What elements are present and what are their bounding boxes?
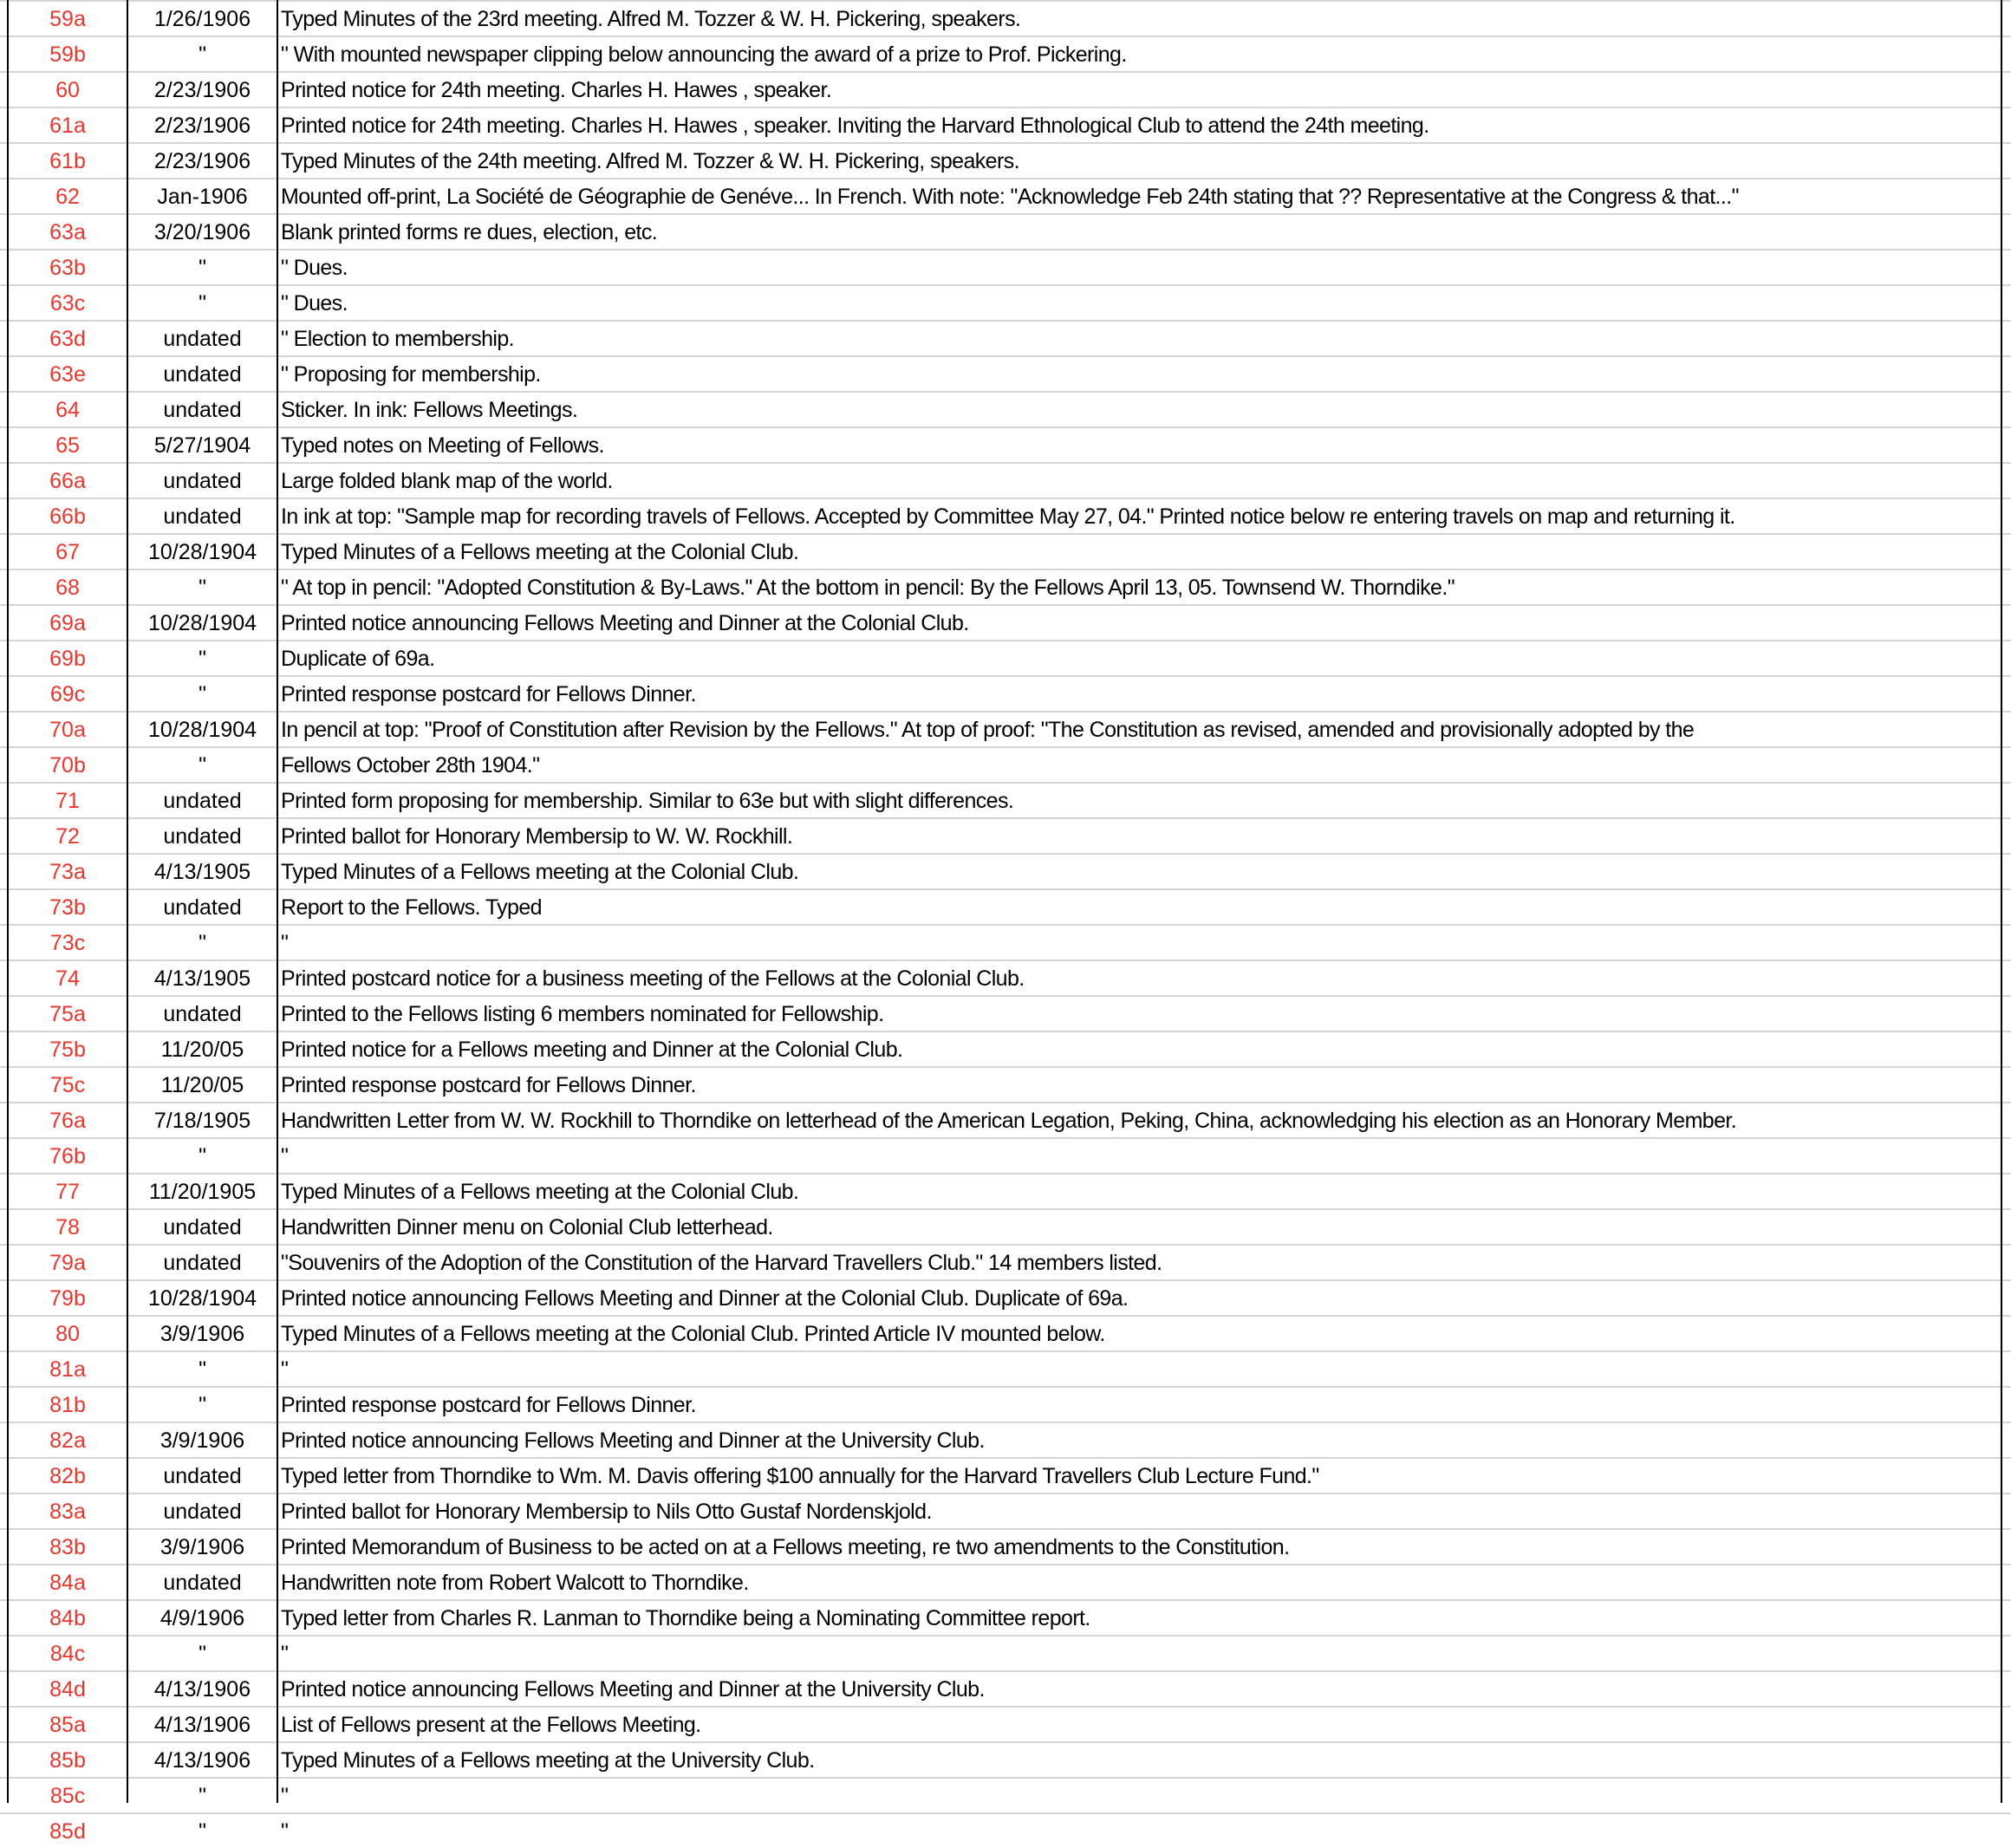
date-cell[interactable]: 10/28/1904 <box>127 534 277 569</box>
item-id-cell[interactable]: 81b <box>8 1387 127 1422</box>
table-row[interactable] <box>0 996 2011 1031</box>
item-id-cell[interactable]: 70b <box>8 747 127 783</box>
row-tail-cell <box>2005 143 2011 179</box>
description-cell[interactable]: Report to the Fellows. Typed <box>277 889 2005 925</box>
item-id-cell[interactable]: 79a <box>8 1245 127 1280</box>
table-row[interactable] <box>0 1742 2011 1778</box>
date-cell[interactable]: " <box>127 1351 277 1387</box>
description-cell[interactable]: " <box>277 925 2005 960</box>
row-tail-cell <box>2005 1458 2011 1493</box>
description-cell[interactable]: Handwritten note from Robert Walcott to Thorndike. <box>277 1565 2005 1600</box>
table-row[interactable] <box>0 1 2011 36</box>
description-cell[interactable]: In pencil at top: "Proof of Constitution after Revision by the Fellows." At top of proof: "The Constitution as revised, amended and provisionally adopted by the <box>277 712 2005 747</box>
item-id-cell[interactable]: 68 <box>8 569 127 605</box>
date-cell[interactable]: " <box>127 1138 277 1174</box>
row-tail-cell <box>2005 498 2011 534</box>
table-row[interactable] <box>0 1600 2011 1636</box>
item-id-cell[interactable]: 61b <box>8 143 127 179</box>
table-row[interactable] <box>0 107 2011 143</box>
table-row[interactable] <box>0 712 2011 747</box>
row-tail-cell <box>2005 214 2011 250</box>
date-cell[interactable]: 2/23/1906 <box>127 107 277 143</box>
table-row[interactable] <box>0 1671 2011 1707</box>
item-id-cell[interactable]: 77 <box>8 1174 127 1209</box>
description-cell[interactable]: Fellows October 28th 1904." <box>277 747 2005 783</box>
item-id-cell[interactable]: 85c <box>8 1778 127 1813</box>
date-cell[interactable]: 4/13/1905 <box>127 854 277 889</box>
table-row[interactable] <box>0 1031 2011 1067</box>
date-cell[interactable]: 4/13/1906 <box>127 1742 277 1778</box>
table-row[interactable] <box>0 1565 2011 1600</box>
item-id-cell[interactable]: 63d <box>8 321 127 356</box>
item-id-cell[interactable]: 78 <box>8 1209 127 1245</box>
description-cell[interactable]: Sticker. In ink: Fellows Meetings. <box>277 392 2005 427</box>
date-cell[interactable]: " <box>127 1387 277 1422</box>
inventory-rows <box>0 1 2011 1848</box>
description-cell[interactable]: Typed Minutes of a Fellows meeting at the Colonial Club. <box>277 534 2005 569</box>
item-id-cell[interactable]: 73c <box>8 925 127 960</box>
date-cell[interactable]: 3/20/1906 <box>127 214 277 250</box>
table-row[interactable] <box>0 72 2011 107</box>
description-cell[interactable]: In ink at top: "Sample map for recording travels of Fellows. Accepted by Committee May 27, 04." Printed notice below re entering travels on map and returning it. <box>277 498 2005 534</box>
table-row[interactable] <box>0 747 2011 783</box>
row-tail-cell <box>2005 1529 2011 1565</box>
description-cell[interactable]: Printed form proposing for membership. Similar to 63e but with slight differences. <box>277 783 2005 818</box>
row-tail-cell <box>2005 321 2011 356</box>
row-tail-cell <box>2005 996 2011 1031</box>
item-id-cell[interactable]: 85d <box>8 1813 127 1848</box>
item-id-cell[interactable]: 71 <box>8 783 127 818</box>
date-cell[interactable]: 11/20/05 <box>127 1067 277 1103</box>
item-id-cell[interactable]: 83a <box>8 1493 127 1529</box>
item-id-cell[interactable]: 60 <box>8 72 127 107</box>
date-cell[interactable]: " <box>127 676 277 712</box>
table-row[interactable] <box>0 427 2011 463</box>
item-id-cell[interactable]: 85b <box>8 1742 127 1778</box>
row-tail-cell <box>2005 712 2011 747</box>
table-row[interactable] <box>0 36 2011 72</box>
date-cell[interactable]: undated <box>127 1565 277 1600</box>
description-cell[interactable]: Typed notes on Meeting of Fellows. <box>277 427 2005 463</box>
row-tail-cell <box>2005 641 2011 676</box>
table-row[interactable] <box>0 498 2011 534</box>
item-id-cell[interactable]: 59b <box>8 36 127 72</box>
date-cell[interactable]: " <box>127 250 277 285</box>
table-row[interactable] <box>0 1636 2011 1671</box>
description-cell[interactable]: Typed Minutes of a Fellows meeting at the Colonial Club. <box>277 1174 2005 1209</box>
table-row[interactable] <box>0 1422 2011 1458</box>
row-tail-cell <box>2005 1316 2011 1351</box>
description-cell[interactable]: "Souvenirs of the Adoption of the Constitution of the Harvard Travellers Club." 14 members listed. <box>277 1245 2005 1280</box>
date-cell[interactable]: 11/20/1905 <box>127 1174 277 1209</box>
column-border-left <box>7 0 9 1803</box>
table-row[interactable] <box>0 960 2011 996</box>
table-row[interactable] <box>0 1067 2011 1103</box>
description-cell[interactable]: Printed notice announcing Fellows Meeting and Dinner at the Colonial Club. Duplicate of 69a. <box>277 1280 2005 1316</box>
date-cell[interactable]: 10/28/1904 <box>127 712 277 747</box>
date-cell[interactable]: undated <box>127 889 277 925</box>
item-id-cell[interactable]: 84b <box>8 1600 127 1636</box>
description-cell[interactable]: Printed notice for 24th meeting. Charles H. Hawes , speaker. <box>277 72 2005 107</box>
item-id-cell[interactable]: 61a <box>8 107 127 143</box>
date-cell[interactable]: undated <box>127 321 277 356</box>
row-tail-cell <box>2005 783 2011 818</box>
table-row[interactable] <box>0 463 2011 498</box>
item-id-cell[interactable]: 82b <box>8 1458 127 1493</box>
item-id-cell[interactable]: 65 <box>8 427 127 463</box>
table-row[interactable] <box>0 1103 2011 1138</box>
date-cell[interactable]: 5/27/1904 <box>127 427 277 463</box>
date-cell[interactable]: 10/28/1904 <box>127 1280 277 1316</box>
row-tail-cell <box>2005 250 2011 285</box>
description-cell[interactable]: Duplicate of 69a. <box>277 641 2005 676</box>
item-id-cell[interactable]: 69b <box>8 641 127 676</box>
description-cell[interactable]: " <box>277 1138 2005 1174</box>
item-id-cell[interactable]: 70a <box>8 712 127 747</box>
item-id-cell[interactable]: 75c <box>8 1067 127 1103</box>
item-id-cell[interactable]: 84d <box>8 1671 127 1707</box>
item-id-cell[interactable]: 84a <box>8 1565 127 1600</box>
table-row[interactable] <box>0 534 2011 569</box>
row-tail-cell <box>2005 676 2011 712</box>
row-tail-cell <box>2005 1103 2011 1138</box>
description-cell[interactable]: Blank printed forms re dues, election, etc. <box>277 214 2005 250</box>
description-cell[interactable]: Printed notice announcing Fellows Meeting and Dinner at the University Club. <box>277 1671 2005 1707</box>
table-row[interactable] <box>0 1280 2011 1316</box>
item-id-cell[interactable]: 63a <box>8 214 127 250</box>
row-tail-cell <box>2005 463 2011 498</box>
item-id-cell[interactable]: 84c <box>8 1636 127 1671</box>
row-tail-cell <box>2005 1813 2011 1848</box>
table-row[interactable] <box>0 889 2011 925</box>
date-cell[interactable]: 3/9/1906 <box>127 1316 277 1351</box>
description-cell[interactable]: " Election to membership. <box>277 321 2005 356</box>
item-id-cell[interactable]: 63b <box>8 250 127 285</box>
item-id-cell[interactable]: 75a <box>8 996 127 1031</box>
item-id-cell[interactable]: 67 <box>8 534 127 569</box>
row-tail-cell <box>2005 1351 2011 1387</box>
table-row[interactable] <box>0 1209 2011 1245</box>
date-cell[interactable]: 2/23/1906 <box>127 72 277 107</box>
table-row[interactable] <box>0 1387 2011 1422</box>
date-cell[interactable]: Jan-1906 <box>127 179 277 214</box>
row-tail-cell <box>2005 889 2011 925</box>
item-id-cell[interactable]: 79b <box>8 1280 127 1316</box>
description-cell[interactable]: Printed response postcard for Fellows Dinner. <box>277 1067 2005 1103</box>
item-id-cell[interactable]: 76b <box>8 1138 127 1174</box>
column-border-right <box>2001 0 2002 1803</box>
table-row[interactable] <box>0 1138 2011 1174</box>
description-cell[interactable]: Printed notice announcing Fellows Meeting and Dinner at the Colonial Club. <box>277 605 2005 641</box>
description-cell[interactable]: " <box>277 1813 2005 1848</box>
description-cell[interactable]: Printed notice for 24th meeting. Charles H. Hawes , speaker. Inviting the Harvard Ethnological Club to attend the 24th meeting. <box>277 107 2005 143</box>
row-tail-cell <box>2005 36 2011 72</box>
description-cell[interactable]: Printed notice for a Fellows meeting and Dinner at the Colonial Club. <box>277 1031 2005 1067</box>
table-row[interactable] <box>0 1529 2011 1565</box>
description-cell[interactable]: Typed letter from Thorndike to Wm. M. Davis offering $100 annually for the Harvard Travellers Club Lecture Fund." <box>277 1458 2005 1493</box>
item-id-cell[interactable]: 66a <box>8 463 127 498</box>
description-cell[interactable]: Handwritten Letter from W. W. Rockhill to Thorndike on letterhead of the American Legation, Peking, China, acknowledging his election as an Honorary Member. <box>277 1103 2005 1138</box>
description-cell[interactable]: " <box>277 1351 2005 1387</box>
row-tail-cell <box>2005 179 2011 214</box>
table-row[interactable] <box>0 925 2011 960</box>
description-cell[interactable]: Mounted off-print, La Société de Géographie de Genéve... In French. With note: "Acknowledge Feb 24th stating that ?? Representative at the Congress & that..." <box>277 179 2005 214</box>
description-cell[interactable]: Handwritten Dinner menu on Colonial Club letterhead. <box>277 1209 2005 1245</box>
row-tail-cell <box>2005 747 2011 783</box>
description-cell[interactable]: Typed letter from Charles R. Lanman to Thorndike being a Nominating Committee report. <box>277 1600 2005 1636</box>
table-row[interactable] <box>0 214 2011 250</box>
table-row[interactable] <box>0 818 2011 854</box>
description-cell[interactable]: Printed ballot for Honorary Membersip to W. W. Rockhill. <box>277 818 2005 854</box>
table-row[interactable] <box>0 605 2011 641</box>
date-cell[interactable]: undated <box>127 1209 277 1245</box>
table-row[interactable] <box>0 285 2011 321</box>
date-cell[interactable]: " <box>127 1636 277 1671</box>
row-tail-cell <box>2005 1742 2011 1778</box>
item-id-cell[interactable]: 80 <box>8 1316 127 1351</box>
table-row[interactable] <box>0 676 2011 712</box>
date-cell[interactable]: 2/23/1906 <box>127 143 277 179</box>
description-cell[interactable]: Printed to the Fellows listing 6 members nominated for Fellowship. <box>277 996 2005 1031</box>
table-row[interactable] <box>0 854 2011 889</box>
description-cell[interactable]: " Dues. <box>277 250 2005 285</box>
date-cell[interactable]: undated <box>127 463 277 498</box>
date-cell[interactable]: undated <box>127 498 277 534</box>
table-row[interactable] <box>0 783 2011 818</box>
date-cell[interactable]: " <box>127 925 277 960</box>
description-cell[interactable]: " Dues. <box>277 285 2005 321</box>
row-tail-cell <box>2005 960 2011 996</box>
item-id-cell[interactable]: 62 <box>8 179 127 214</box>
row-tail-cell <box>2005 1493 2011 1529</box>
date-cell[interactable]: undated <box>127 356 277 392</box>
table-row[interactable] <box>0 569 2011 605</box>
row-tail-cell <box>2005 1778 2011 1813</box>
date-cell[interactable]: " <box>127 285 277 321</box>
table-row[interactable] <box>0 1351 2011 1387</box>
table-row[interactable] <box>0 179 2011 214</box>
item-id-cell[interactable]: 73a <box>8 854 127 889</box>
row-tail-cell <box>2005 1067 2011 1103</box>
item-id-cell[interactable]: 63e <box>8 356 127 392</box>
row-tail-cell <box>2005 1209 2011 1245</box>
date-cell[interactable]: " <box>127 36 277 72</box>
table-row[interactable] <box>0 1245 2011 1280</box>
description-cell[interactable]: Printed postcard notice for a business meeting of the Fellows at the Colonial Club. <box>277 960 2005 996</box>
date-cell[interactable]: " <box>127 1778 277 1813</box>
table-row[interactable] <box>0 1813 2011 1848</box>
table-row[interactable] <box>0 392 2011 427</box>
date-cell[interactable]: 11/20/05 <box>127 1031 277 1067</box>
table-row[interactable] <box>0 250 2011 285</box>
date-cell[interactable]: 4/13/1906 <box>127 1671 277 1707</box>
description-cell[interactable]: Typed Minutes of a Fellows meeting at the University Club. <box>277 1742 2005 1778</box>
description-cell[interactable]: " <box>277 1778 2005 1813</box>
row-tail-cell <box>2005 1671 2011 1707</box>
table-row[interactable] <box>0 641 2011 676</box>
row-tail-cell <box>2005 427 2011 463</box>
table-row[interactable] <box>0 1174 2011 1209</box>
row-tail-cell <box>2005 356 2011 392</box>
date-cell[interactable]: undated <box>127 1493 277 1529</box>
row-tail-cell <box>2005 1280 2011 1316</box>
row-tail-cell <box>2005 1422 2011 1458</box>
row-tail-cell <box>2005 569 2011 605</box>
table-row[interactable] <box>0 1493 2011 1529</box>
description-cell[interactable]: Typed Minutes of a Fellows meeting at the Colonial Club. <box>277 854 2005 889</box>
date-cell[interactable]: undated <box>127 818 277 854</box>
date-cell[interactable]: 1/26/1906 <box>127 1 277 36</box>
description-cell[interactable]: " With mounted newspaper clipping below announcing the award of a prize to Prof. Pickering. <box>277 36 2005 72</box>
row-tail-cell <box>2005 1174 2011 1209</box>
row-tail-cell <box>2005 1707 2011 1742</box>
item-id-cell[interactable]: 75b <box>8 1031 127 1067</box>
row-tail-cell <box>2005 72 2011 107</box>
date-cell[interactable]: undated <box>127 1458 277 1493</box>
row-tail-cell <box>2005 854 2011 889</box>
table-row[interactable] <box>0 1458 2011 1493</box>
column-border-date-desc <box>277 0 278 1803</box>
description-cell[interactable]: Printed ballot for Honorary Membersip to Nils Otto Gustaf Nordenskjold. <box>277 1493 2005 1529</box>
description-cell[interactable]: Typed Minutes of a Fellows meeting at the Colonial Club. Printed Article IV mounted below. <box>277 1316 2005 1351</box>
row-margin-cell <box>0 1813 8 1848</box>
description-cell[interactable]: Printed notice announcing Fellows Meeting and Dinner at the University Club. <box>277 1422 2005 1458</box>
item-id-cell[interactable]: 69c <box>8 676 127 712</box>
description-cell[interactable]: Printed response postcard for Fellows Dinner. <box>277 1387 2005 1422</box>
row-tail-cell <box>2005 1138 2011 1174</box>
row-tail-cell <box>2005 1636 2011 1671</box>
item-id-cell[interactable]: 74 <box>8 960 127 996</box>
item-id-cell[interactable]: 85a <box>8 1707 127 1742</box>
item-id-cell[interactable]: 64 <box>8 392 127 427</box>
date-cell[interactable]: undated <box>127 783 277 818</box>
column-border-id-date <box>127 0 128 1803</box>
date-cell[interactable]: 3/9/1906 <box>127 1422 277 1458</box>
table-row[interactable] <box>0 321 2011 356</box>
item-id-cell[interactable]: 83b <box>8 1529 127 1565</box>
row-tail-cell <box>2005 1387 2011 1422</box>
description-cell[interactable]: Printed Memorandum of Business to be acted on at a Fellows meeting, re two amendments to the Constitution. <box>277 1529 2005 1565</box>
row-tail-cell <box>2005 1 2011 36</box>
row-tail-cell <box>2005 1031 2011 1067</box>
table-row[interactable] <box>0 1707 2011 1742</box>
description-cell[interactable]: Typed Minutes of the 23rd meeting. Alfred M. Tozzer & W. H. Pickering, speakers. <box>277 1 2005 36</box>
item-id-cell[interactable]: 59a <box>8 1 127 36</box>
date-cell[interactable]: undated <box>127 996 277 1031</box>
row-tail-cell <box>2005 107 2011 143</box>
date-cell[interactable]: " <box>127 569 277 605</box>
item-id-cell[interactable]: 73b <box>8 889 127 925</box>
description-cell[interactable]: Typed Minutes of the 24th meeting. Alfred M. Tozzer & W. H. Pickering, speakers. <box>277 143 2005 179</box>
row-tail-cell <box>2005 1600 2011 1636</box>
item-id-cell[interactable]: 69a <box>8 605 127 641</box>
date-cell[interactable]: undated <box>127 392 277 427</box>
item-id-cell[interactable]: 66b <box>8 498 127 534</box>
item-id-cell[interactable]: 72 <box>8 818 127 854</box>
date-cell[interactable]: 10/28/1904 <box>127 605 277 641</box>
description-cell[interactable]: Printed response postcard for Fellows Dinner. <box>277 676 2005 712</box>
table-row[interactable] <box>0 1316 2011 1351</box>
date-cell[interactable]: 4/13/1906 <box>127 1707 277 1742</box>
row-tail-cell <box>2005 605 2011 641</box>
description-cell[interactable]: " Proposing for membership. <box>277 356 2005 392</box>
item-id-cell[interactable]: 81a <box>8 1351 127 1387</box>
date-cell[interactable]: 7/18/1905 <box>127 1103 277 1138</box>
row-tail-cell <box>2005 534 2011 569</box>
row-tail-cell <box>2005 285 2011 321</box>
date-cell[interactable]: 4/13/1905 <box>127 960 277 996</box>
date-cell[interactable]: 3/9/1906 <box>127 1529 277 1565</box>
row-tail-cell <box>2005 1245 2011 1280</box>
date-cell[interactable]: " <box>127 641 277 676</box>
table-row[interactable] <box>0 356 2011 392</box>
date-cell[interactable]: " <box>127 747 277 783</box>
row-tail-cell <box>2005 925 2011 960</box>
date-cell[interactable]: 4/9/1906 <box>127 1600 277 1636</box>
date-cell[interactable]: " <box>127 1813 277 1848</box>
date-cell[interactable]: undated <box>127 1245 277 1280</box>
table-row[interactable] <box>0 143 2011 179</box>
row-tail-cell <box>2005 392 2011 427</box>
item-id-cell[interactable]: 76a <box>8 1103 127 1138</box>
description-cell[interactable]: " <box>277 1636 2005 1671</box>
row-tail-cell <box>2005 1565 2011 1600</box>
description-cell[interactable]: Large folded blank map of the world. <box>277 463 2005 498</box>
item-id-cell[interactable]: 63c <box>8 285 127 321</box>
description-cell[interactable]: List of Fellows present at the Fellows Meeting. <box>277 1707 2005 1742</box>
table-row[interactable] <box>0 1778 2011 1813</box>
row-tail-cell <box>2005 818 2011 854</box>
item-id-cell[interactable]: 82a <box>8 1422 127 1458</box>
description-cell[interactable]: " At top in pencil: "Adopted Constitution & By-Laws." At the bottom in pencil: By the Fellows April 13, 05. Townsend W. Thorndike." <box>277 569 2005 605</box>
